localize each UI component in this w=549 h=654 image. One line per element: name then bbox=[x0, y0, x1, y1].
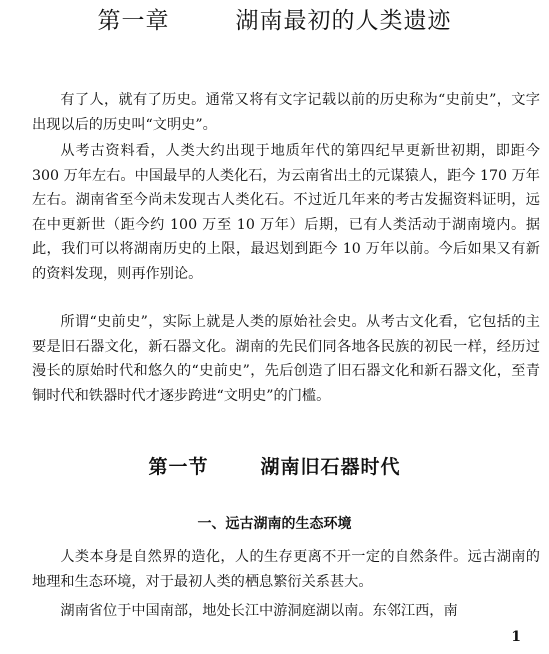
chapter-title: 湖南最初的人类遗迹 bbox=[235, 8, 452, 34]
paragraph: 人类本身是自然界的造化，人的生存更离不开一定的自然条件。远古湖南的地理和生态环境，对于最初人类的栖息繁衍关系甚大。 bbox=[32, 549, 540, 590]
subsection-heading: 一、远古湖南的生态环境 bbox=[197, 516, 352, 532]
paragraph: 所谓“史前史”，实际上就是人类的原始社会史。从考古文化看，它包括的主要是旧石器文化，新石器文化。湖南的先民们同各地各民族的初民一样，经历过漫长的原始时代和悠久的“史前史”，先后创造了旧石器文化和新石器文化，至青铜时代和铁器时代才逐步跨进“文明史”的门槛。 bbox=[32, 314, 540, 404]
section-title: 湖南旧石器时代 bbox=[260, 456, 401, 478]
chapter-heading bbox=[0, 6, 549, 36]
paragraph: 从考古资料看，人类大约出现于地质年代的第四纪早更新世初期，即距今 300 万年左右。中国最早的人类化石，为云南省出土的元谋猿人，距今 170 万年左右。湖南省至今尚未发现古人类化石。不过近几年来的考古发掘资料证明，远在中更新世（距今约 100 万至 10 万年）后期，已有人类活动于湖南境内。据此，我们可以将湖南历史的上限，最迟划到距今 10 万年以前。今后如果又有新的资料发现，则再作别论。 bbox=[32, 143, 540, 282]
paragraph: 湖南省位于中国南部，地处长江中游洞庭湖以南。东邻江西，南 bbox=[60, 603, 458, 619]
section-number: 第一节 bbox=[148, 456, 209, 478]
section-heading bbox=[0, 455, 549, 479]
paragraph: 有了人，就有了历史。通常又将有文字记载以前的历史称为“史前史”，文字出现以后的历史叫“文明史”。 bbox=[32, 92, 540, 133]
chapter-number: 第一章 bbox=[97, 8, 170, 34]
page-number: 1 bbox=[511, 629, 521, 645]
